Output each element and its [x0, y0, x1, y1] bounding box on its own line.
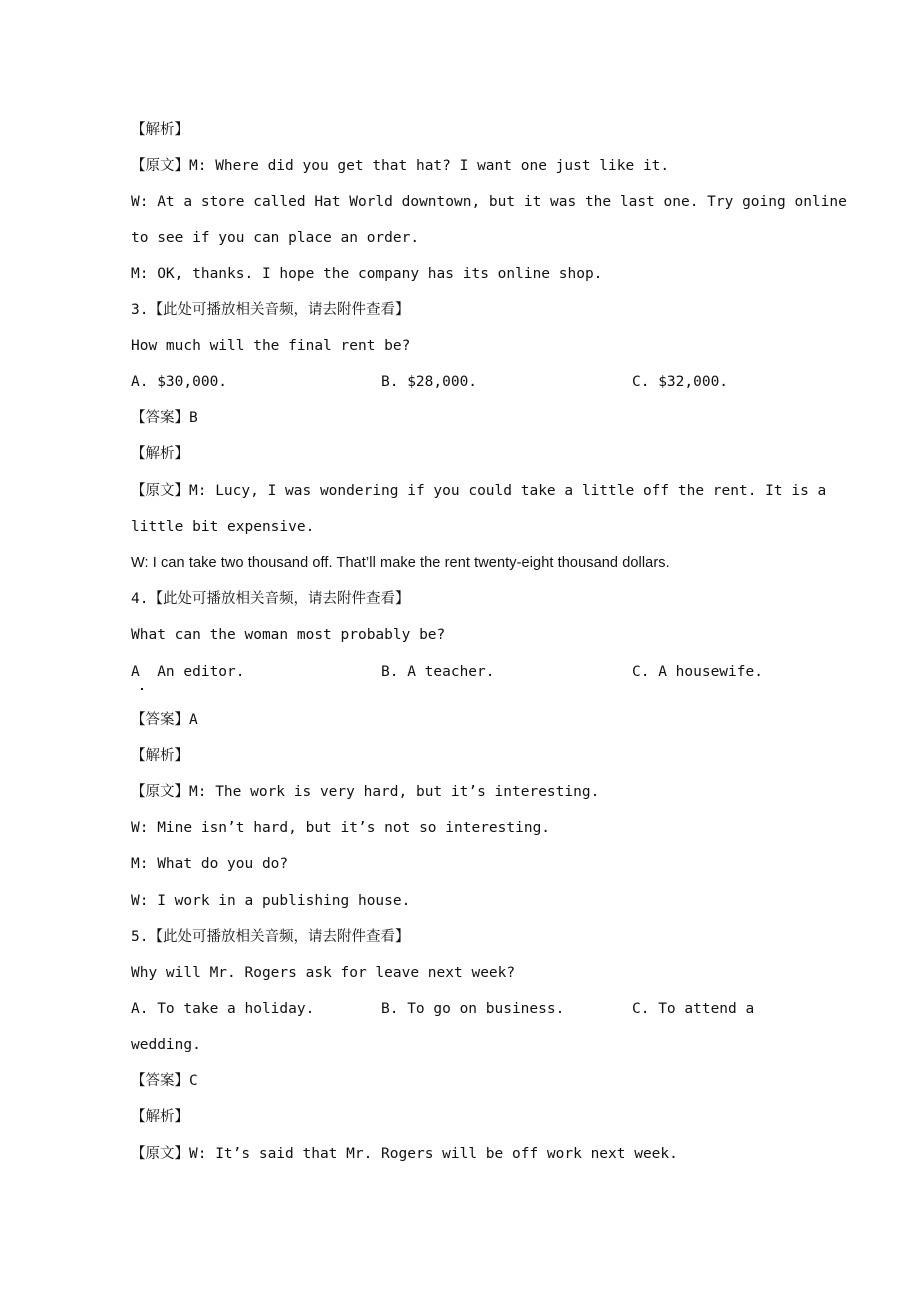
- transcript-line: W: At a store called Hat World downtown, but it was the last one. Try going online: [131, 194, 847, 210]
- transcript-line: to see if you can place an order.: [131, 230, 420, 246]
- transcript-line: 【原文】W: It’s said that Mr. Rogers will be off work next week.: [131, 1146, 678, 1162]
- q4-option-a: A An editor.: [131, 664, 245, 680]
- q3-answer: 【答案】B: [131, 410, 198, 426]
- question-5-text: Why will Mr. Rogers ask for leave next week?: [131, 965, 516, 981]
- q5-option-c-continued: wedding.: [131, 1037, 201, 1053]
- transcript-line: 【原文】M: Lucy, I was wondering if you could take a little off the rent. It is a: [131, 483, 827, 499]
- analysis-heading: 【解析】: [131, 748, 189, 764]
- q4-option-c: C. A housewife.: [632, 664, 763, 680]
- transcript-line: M: What do you do?: [131, 856, 289, 872]
- q3-option-b: B. $28,000.: [381, 374, 478, 390]
- question-3-audio-note: 3.【此处可播放相关音频，请去附件查看】: [131, 302, 410, 318]
- question-3-text: How much will the final rent be?: [131, 338, 411, 354]
- q5-answer: 【答案】C: [131, 1073, 198, 1089]
- stray-dot: [141, 688, 143, 690]
- transcript-line: W: I work in a publishing house.: [131, 893, 411, 909]
- q5-option-b: B. To go on business.: [381, 1001, 565, 1017]
- q5-option-a: A. To take a holiday.: [131, 1001, 315, 1017]
- question-5-audio-note: 5.【此处可播放相关音频，请去附件查看】: [131, 929, 410, 945]
- transcript-line: M: OK, thanks. I hope the company has its online shop.: [131, 266, 603, 282]
- transcript-line: W: I can take two thousand off. That’ll make the rent twenty-eight thousand dollars.: [131, 555, 670, 571]
- q4-option-b: B. A teacher.: [381, 664, 495, 680]
- transcript-line: W: Mine isn’t hard, but it’s not so interesting.: [131, 820, 551, 836]
- question-4-text: What can the woman most probably be?: [131, 627, 446, 643]
- analysis-heading: 【解析】: [131, 1109, 189, 1125]
- transcript-line: 【原文】M: Where did you get that hat? I want one just like it.: [131, 158, 670, 174]
- q3-option-c: C. $32,000.: [632, 374, 729, 390]
- q4-answer: 【答案】A: [131, 712, 198, 728]
- q3-option-a: A. $30,000.: [131, 374, 228, 390]
- q5-option-c: C. To attend a: [632, 1001, 755, 1017]
- analysis-heading: 【解析】: [131, 122, 189, 138]
- analysis-heading: 【解析】: [131, 446, 189, 462]
- question-4-audio-note: 4.【此处可播放相关音频，请去附件查看】: [131, 591, 410, 607]
- transcript-line: 【原文】M: The work is very hard, but it’s interesting.: [131, 784, 600, 800]
- transcript-line: little bit expensive.: [131, 519, 315, 535]
